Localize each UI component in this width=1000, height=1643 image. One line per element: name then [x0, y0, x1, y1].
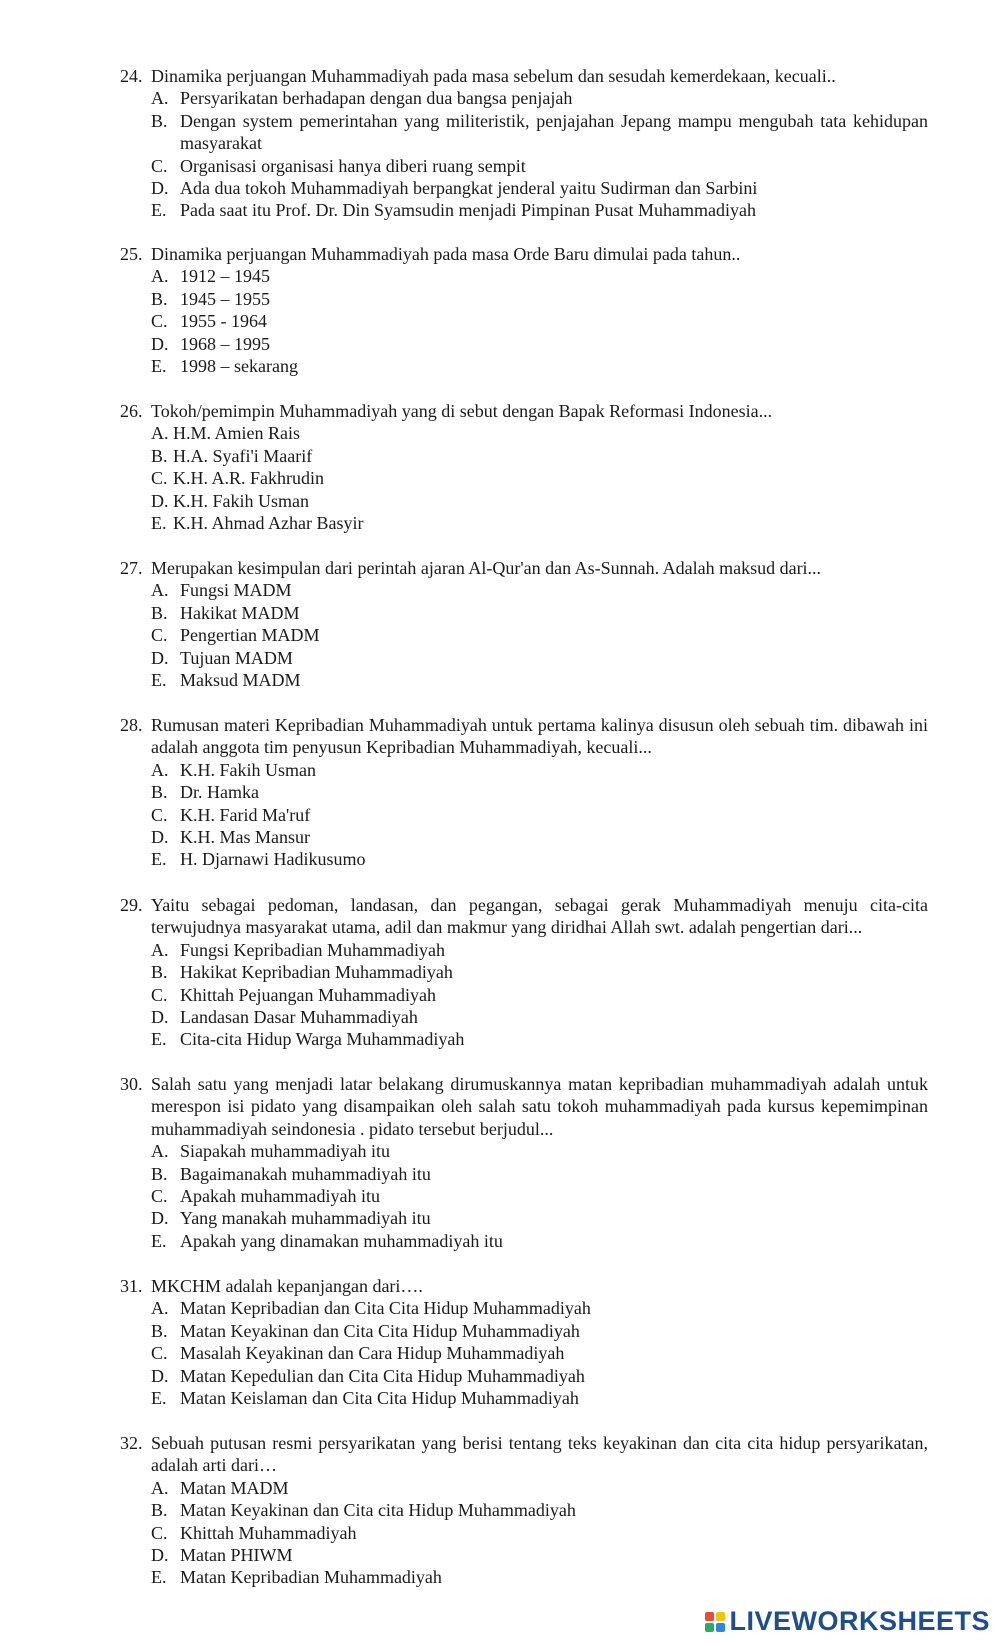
- option-text: Tujuan MADM: [180, 647, 293, 668]
- question-number: 25.: [120, 244, 143, 264]
- option-text: Organisasi organisasi hanya diberi ruang sempit: [180, 155, 526, 176]
- option-letter: D.: [151, 333, 169, 354]
- question-number: 31.: [120, 1276, 143, 1296]
- option-c[interactable]: [120, 624, 928, 646]
- question-text: Rumusan materi Kepribadian Muhammadiyah untuk pertama kalinya disusun oleh sebuah tim. dibawah ini adalah anggota tim penyusun Kepribadian Muhammadiyah, kecuali...: [151, 715, 928, 758]
- option-letter: E.: [151, 513, 167, 534]
- option-b[interactable]: [120, 961, 928, 983]
- option-b[interactable]: [120, 1163, 928, 1185]
- option-text: H.M. Amien Rais: [173, 423, 301, 444]
- option-letter: B.: [151, 445, 168, 466]
- option-text: Dengan system pemerintahan yang militeristik, penjajahan Jepang mampu mengubah tata kehidupan masyarakat: [180, 110, 928, 154]
- option-letter: D.: [151, 647, 169, 668]
- option-text: Ada dua tokoh Muhammadiyah berpangkat jenderal yaitu Sudirman dan Sarbini: [180, 178, 758, 199]
- option-letter: B.: [151, 602, 168, 623]
- option-text: Siapakah muhammadiyah itu: [180, 1141, 390, 1162]
- option-letter: B.: [151, 1500, 168, 1521]
- option-text: K.H. A.R. Fakhrudin: [173, 468, 325, 489]
- option-letter: C.: [151, 311, 168, 332]
- option-text: Matan Keislaman dan Cita Cita Hidup Muhammadiyah: [180, 1388, 579, 1409]
- option-letter: E.: [151, 849, 167, 870]
- option-d[interactable]: [120, 333, 928, 355]
- option-text: Pada saat itu Prof. Dr. Din Syamsudin menjadi Pimpinan Pusat Muhammadiyah: [180, 200, 756, 221]
- option-letter: A.: [151, 88, 169, 109]
- option-c[interactable]: [120, 310, 928, 332]
- option-letter: D.: [151, 827, 169, 848]
- option-text: Fungsi MADM: [180, 580, 292, 601]
- question-text: Dinamika perjuangan Muhammadiyah pada masa Orde Baru dimulai pada tahun..: [151, 244, 741, 264]
- option-text: Pengertian MADM: [180, 625, 320, 646]
- option-letter: C.: [151, 984, 168, 1005]
- icon-tile-green: [705, 1623, 714, 1632]
- option-letter: A.: [151, 423, 169, 444]
- option-c[interactable]: [120, 804, 928, 826]
- option-text: K.H. Ahmad Azhar Basyir: [173, 513, 364, 534]
- question-31: [120, 1275, 928, 1409]
- option-b[interactable]: [120, 445, 928, 467]
- option-letter: C.: [151, 155, 168, 176]
- question-text: Sebuah putusan resmi persyarikatan yang berisi tentang teks keyakinan dan cita cita hidup persyarikatan, adalah arti dari…: [151, 1433, 928, 1476]
- option-text: Apakah muhammadiyah itu: [180, 1186, 380, 1207]
- option-a[interactable]: [120, 265, 928, 287]
- option-letter: B.: [151, 962, 168, 983]
- icon-tile-red: [705, 1612, 714, 1621]
- question-number: 24.: [120, 66, 143, 86]
- option-text: K.H. Farid Ma'ruf: [180, 804, 311, 825]
- question-text: Yaitu sebagai pedoman, landasan, dan pegangan, sebagai gerak Muhammadiyah menuju cita-cita terwujudnya masyarakat utama, adil dan makmur yang diridhai Allah swt. adalah pengertian dari...: [151, 895, 928, 938]
- option-c[interactable]: [120, 1522, 928, 1544]
- option-letter: C.: [151, 625, 168, 646]
- option-letter: E.: [151, 1230, 167, 1251]
- question-text: Dinamika perjuangan Muhammadiyah pada masa sebelum dan sesudah kemerdekaan, kecuali..: [151, 66, 836, 86]
- option-letter: C.: [151, 804, 168, 825]
- option-text: Matan Kepribadian Muhammadiyah: [180, 1567, 442, 1588]
- option-text: Hakikat MADM: [180, 602, 300, 623]
- option-d[interactable]: [120, 1544, 928, 1566]
- option-d[interactable]: [120, 826, 928, 848]
- option-text: Persyarikatan berhadapan dengan dua bangsa penjajah: [180, 88, 573, 109]
- option-letter: E.: [151, 200, 167, 221]
- option-text: Matan Keyakinan dan Cita cita Hidup Muhammadiyah: [180, 1500, 576, 1521]
- option-text: 1955 - 1964: [180, 311, 267, 332]
- option-text: Bagaimanakah muhammadiyah itu: [180, 1163, 431, 1184]
- option-text: 1998 – sekarang: [180, 356, 298, 377]
- option-letter: A.: [151, 580, 169, 601]
- option-letter: B.: [151, 110, 168, 131]
- option-letter: C.: [151, 1343, 168, 1364]
- liveworksheets-wordmark: LIVEWORKSHEETS: [729, 1606, 990, 1636]
- question-text: Tokoh/pemimpin Muhammadiyah yang di sebut dengan Bapak Reformasi Indonesia...: [151, 401, 773, 421]
- option-text: Maksud MADM: [180, 670, 301, 691]
- option-c[interactable]: [120, 467, 928, 489]
- option-text: Yang manakah muhammadiyah itu: [180, 1208, 431, 1229]
- option-a[interactable]: [120, 1297, 928, 1319]
- option-a[interactable]: [120, 759, 928, 781]
- option-letter: E.: [151, 1567, 167, 1588]
- option-text: K.H. Fakih Usman: [173, 490, 309, 511]
- option-letter: A.: [151, 759, 169, 780]
- option-letter: B.: [151, 288, 168, 309]
- option-e[interactable]: [120, 1566, 928, 1588]
- option-letter: B.: [151, 782, 168, 803]
- question-28: [120, 714, 928, 871]
- option-text: Matan Kepribadian dan Cita Cita Hidup Muhammadiyah: [180, 1298, 591, 1319]
- option-c[interactable]: [120, 1185, 928, 1207]
- option-text: 1912 – 1945: [180, 266, 270, 287]
- question-number: 27.: [120, 558, 143, 578]
- option-a[interactable]: [120, 1140, 928, 1162]
- option-text: Landasan Dasar Muhammadiyah: [180, 1007, 418, 1028]
- option-letter: E.: [151, 1388, 167, 1409]
- option-letter: A.: [151, 939, 169, 960]
- icon-tile-blue: [716, 1623, 725, 1632]
- liveworksheets-icon: [705, 1612, 725, 1632]
- option-b[interactable]: [120, 781, 928, 803]
- option-text: Matan MADM: [180, 1477, 289, 1498]
- option-d[interactable]: [120, 177, 928, 199]
- option-b[interactable]: [120, 1499, 928, 1521]
- option-letter: A.: [151, 1298, 169, 1319]
- option-e[interactable]: [120, 848, 928, 870]
- option-e[interactable]: [120, 512, 928, 534]
- option-b[interactable]: [120, 602, 928, 624]
- option-text: Khittah Pejuangan Muhammadiyah: [180, 984, 436, 1005]
- option-letter: E.: [151, 1029, 167, 1050]
- question-32: [120, 1432, 928, 1589]
- option-letter: A.: [151, 266, 169, 287]
- option-letter: B.: [151, 1163, 168, 1184]
- question-26: [120, 400, 928, 534]
- option-letter: D.: [151, 178, 169, 199]
- option-a[interactable]: [120, 939, 928, 961]
- question-text: Merupakan kesimpulan dari perintah ajaran Al-Qur'an dan As-Sunnah. Adalah maksud dari...: [151, 558, 822, 578]
- option-e[interactable]: [120, 669, 928, 691]
- option-a[interactable]: [120, 579, 928, 601]
- option-e[interactable]: [120, 199, 928, 221]
- question-29: [120, 894, 928, 1051]
- option-letter: D.: [151, 490, 169, 511]
- question-number: 26.: [120, 401, 143, 421]
- option-c[interactable]: [120, 984, 928, 1006]
- option-text: K.H. Fakih Usman: [180, 759, 316, 780]
- option-text: Matan PHIWM: [180, 1545, 293, 1566]
- option-b[interactable]: [120, 110, 928, 155]
- option-d[interactable]: [120, 1006, 928, 1028]
- option-text: 1968 – 1995: [180, 333, 270, 354]
- option-letter: A.: [151, 1477, 169, 1498]
- option-letter: D.: [151, 1545, 169, 1566]
- question-30: [120, 1073, 928, 1252]
- option-letter: C.: [151, 1186, 168, 1207]
- option-text: K.H. Mas Mansur: [180, 827, 310, 848]
- liveworksheets-logo[interactable]: [705, 1606, 990, 1637]
- question-number: 30.: [120, 1074, 143, 1094]
- option-letter: E.: [151, 356, 167, 377]
- question-number: 29.: [120, 895, 143, 915]
- question-24: [120, 65, 928, 222]
- option-text: 1945 – 1955: [180, 288, 270, 309]
- question-text: Salah satu yang menjadi latar belakang dirumuskannya matan kepribadian muhammadiyah adalah untuk merespon isi pidato yang disampaikan oleh salah satu tokoh muhammadiyah pada kursus kepemimpinan muhammadiyah seindonesia . pidato tersebut berjudul...: [151, 1074, 928, 1139]
- option-b[interactable]: [120, 1320, 928, 1342]
- option-letter: D.: [151, 1007, 169, 1028]
- option-text: Khittah Muhammadiyah: [180, 1522, 357, 1543]
- option-letter: B.: [151, 1320, 168, 1341]
- option-d[interactable]: [120, 647, 928, 669]
- option-letter: A.: [151, 1141, 169, 1162]
- option-letter: D.: [151, 1365, 169, 1386]
- option-text: Hakikat Kepribadian Muhammadiyah: [180, 962, 453, 983]
- option-letter: E.: [151, 670, 167, 691]
- question-25: [120, 243, 928, 377]
- option-d[interactable]: [120, 490, 928, 512]
- option-c[interactable]: [120, 1342, 928, 1364]
- question-text: MKCHM adalah kepanjangan dari….: [151, 1276, 423, 1296]
- option-text: H.A. Syafi'i Maarif: [173, 445, 313, 466]
- option-d[interactable]: [120, 1207, 928, 1229]
- question-number: 28.: [120, 715, 143, 735]
- option-e[interactable]: [120, 355, 928, 377]
- option-a[interactable]: [120, 1477, 928, 1499]
- option-text: Cita-cita Hidup Warga Muhammadiyah: [180, 1029, 465, 1050]
- option-text: Apakah yang dinamakan muhammadiyah itu: [180, 1230, 503, 1251]
- option-text: Fungsi Kepribadian Muhammadiyah: [180, 939, 445, 960]
- question-27: [120, 557, 928, 691]
- option-text: Dr. Hamka: [180, 782, 259, 803]
- option-e[interactable]: [120, 1028, 928, 1050]
- option-text: Masalah Keyakinan dan Cara Hidup Muhammadiyah: [180, 1343, 565, 1364]
- option-a[interactable]: [120, 422, 928, 444]
- option-text: Matan Keyakinan dan Cita Cita Hidup Muhammadiyah: [180, 1320, 580, 1341]
- option-text: Matan Kepedulian dan Cita Cita Hidup Muhammadiyah: [180, 1365, 585, 1386]
- option-b[interactable]: [120, 288, 928, 310]
- option-c[interactable]: [120, 155, 928, 177]
- icon-tile-yellow: [716, 1612, 725, 1621]
- option-a[interactable]: [120, 87, 928, 109]
- option-letter: D.: [151, 1208, 169, 1229]
- option-letter: C.: [151, 468, 168, 489]
- option-letter: C.: [151, 1522, 168, 1543]
- option-d[interactable]: [120, 1365, 928, 1387]
- option-e[interactable]: [120, 1387, 928, 1409]
- option-e[interactable]: [120, 1230, 928, 1252]
- option-text: H. Djarnawi Hadikusumo: [180, 849, 366, 870]
- question-number: 32.: [120, 1433, 143, 1453]
